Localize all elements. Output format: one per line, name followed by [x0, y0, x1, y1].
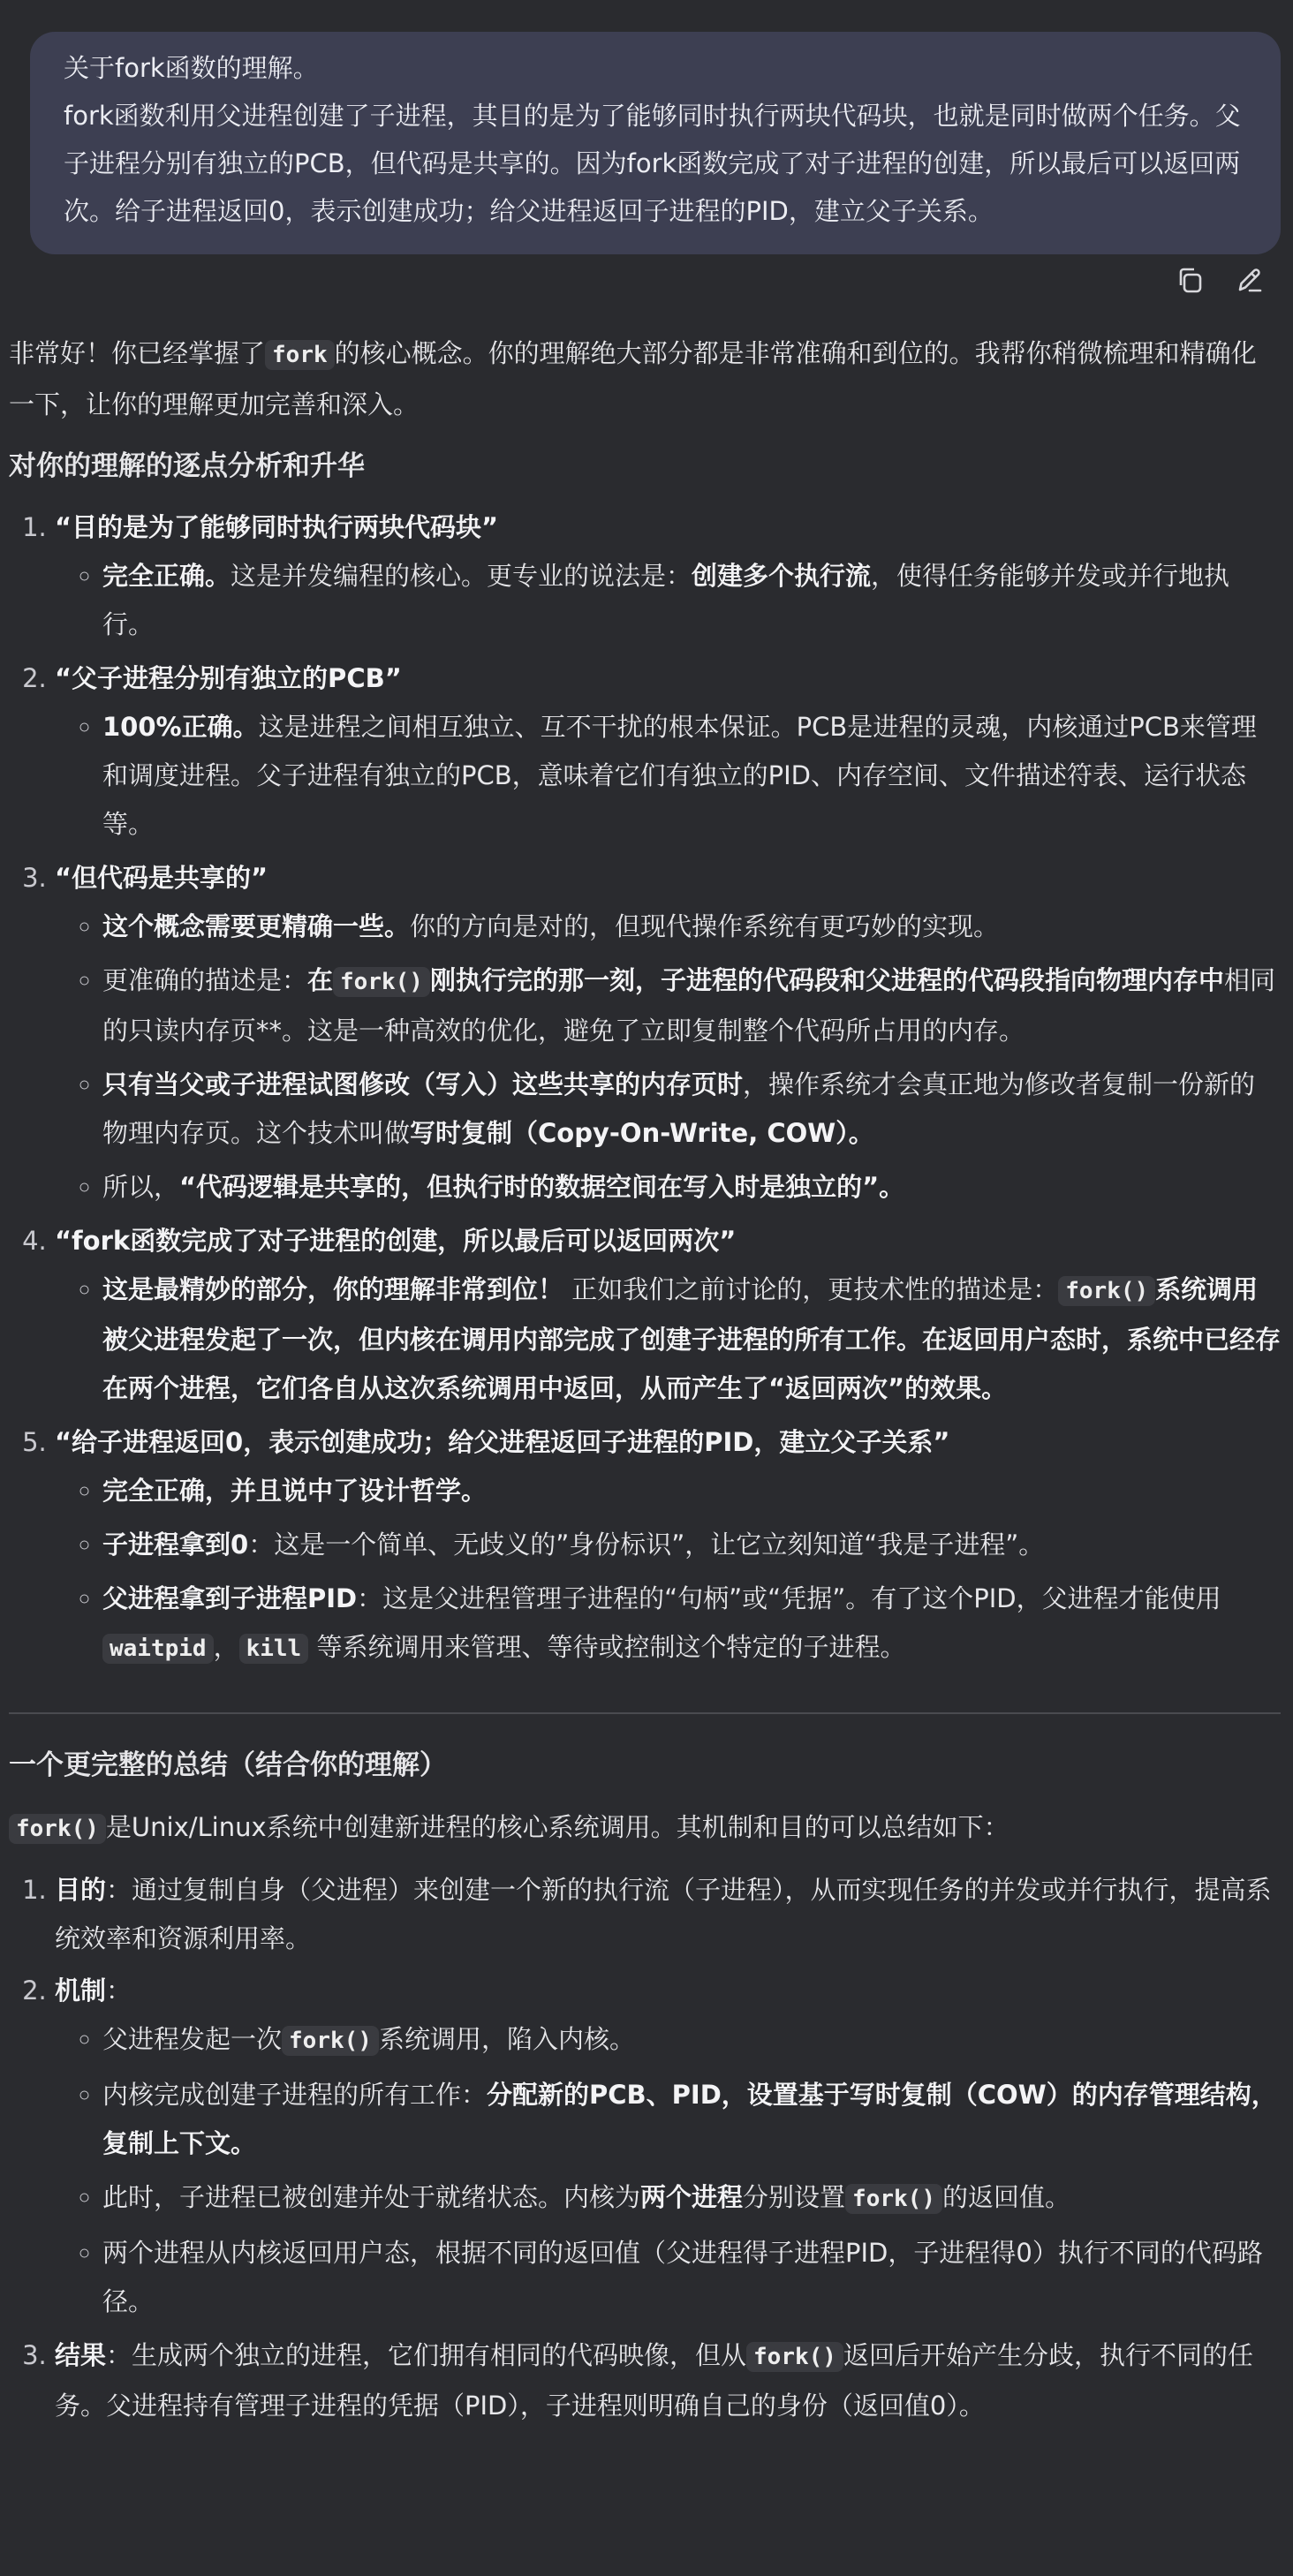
text: ：这是父进程管理子进程的“句柄”或“凭据”。有了这个PID，父进程才能使用 — [357, 1583, 1221, 1613]
bold-text: 这个概念需要更精确一些。 — [102, 911, 411, 941]
analysis-item-title: “目的是为了能够同时执行两块代码块” — [55, 512, 499, 542]
summary-point — [102, 2229, 1281, 2326]
user-message-body: fork函数利用父进程创建了子进程，其目的是为了能够同时执行两块代码块，也就是同时做两个任务。父子进程分别有独立的PCB，但代码是共享的。因为fork函数完成了对子进程的创建，所以最后可以返回两次。给子进程返回0，表示创建成功；给父进程返回子进程的PID，建立父子关系。 — [64, 101, 1241, 226]
text: 相同的只读内存页**。这是一种高效的优化，避免了立即复制整个代码所占用的内存。 — [102, 965, 1275, 1046]
text: ，使得任务能够并发或并行地执行。 — [102, 561, 1230, 639]
bold-text: 机制 — [55, 1975, 107, 2006]
inline-code: fork() — [845, 2184, 942, 2214]
text: 返回后开始产生分歧，执行不同的任务。父进程持有管理子进程的凭据（PID），子进程则明确自己的身份（返回值0）。 — [55, 2340, 1253, 2421]
section-heading-summary: 一个更完整的总结（结合你的理解） — [9, 1749, 447, 1781]
analysis-point — [102, 1521, 1281, 1569]
analysis-list — [9, 503, 1281, 1673]
inline-code: waitpid — [102, 1634, 214, 1664]
analysis-item-title: “但代码是共享的” — [55, 863, 268, 893]
summary-item-2 — [55, 1967, 1281, 2326]
answer-intro — [9, 329, 1281, 429]
bold-text: 两个进程 — [640, 2182, 744, 2212]
analysis-point — [102, 903, 1281, 951]
bold-text: 子进程拿到0 — [102, 1530, 249, 1560]
text: ，操作系统才会真正地为修改者复制一份新的物理内存页。这个技术叫做 — [102, 1069, 1256, 1148]
inline-code: fork() — [282, 2026, 379, 2056]
summary-point — [102, 2173, 1281, 2224]
analysis-point — [102, 1163, 1281, 1212]
summary-item-3 — [55, 2331, 1281, 2430]
text: 内核完成创建子进程的所有工作： — [102, 2080, 488, 2110]
summary-list — [9, 1866, 1281, 2430]
section-heading-analysis: 对你的理解的逐点分析和升华 — [9, 450, 365, 482]
analysis-sublist — [55, 703, 1281, 849]
analysis-point — [102, 1575, 1281, 1673]
text: ， — [213, 1632, 239, 1662]
analysis-sublist — [55, 1265, 1281, 1413]
analysis-item-title: “给子进程返回0，表示创建成功；给父进程返回子进程的PID，建立父子关系” — [55, 1427, 950, 1457]
text: 两个进程从内核返回用户态，根据不同的返回值（父进程得子进程PID，子进程得0）执行不同的代码路径。 — [102, 2238, 1263, 2316]
inline-code: fork() — [1058, 1276, 1155, 1306]
bold-text: 创建多个执行流 — [692, 561, 872, 591]
text: ：通过复制自身（父进程）来创建一个新的执行流（子进程），从而实现任务的并发或并行执行，提高系统效率和资源利用率。 — [55, 1875, 1272, 1953]
summary-point — [102, 2015, 1281, 2066]
edit-icon[interactable] — [1233, 263, 1267, 297]
text: 等系统调用来管理、等待或控制这个特定的子进程。 — [316, 1632, 906, 1662]
bold-text: 在 — [307, 965, 334, 995]
bold-text: 只有当父或子进程试图修改（写入）这些共享的内存页时 — [102, 1069, 744, 1099]
bold-text: 这是最精妙的部分，你的理解非常到位！ — [102, 1274, 564, 1304]
summary-item-1 — [55, 1866, 1281, 1963]
summary-intro — [9, 1802, 1281, 1854]
bold-text: 100%正确。 — [102, 712, 259, 742]
text: 是Unix/Linux系统中创建新进程的核心系统调用。其机制和目的可以总结如下： — [105, 1812, 1009, 1842]
text: 此时，子进程已被创建并处于就绪状态。内核为 — [102, 2182, 641, 2212]
text: 这是进程之间相互独立、互不干扰的根本保证。PCB是进程的灵魂，内核通过PCB来管理和调度进程。父子进程有独立的PCB，意味着它们有独立的PID、内存空间、文件描述符表、运行状态等。 — [102, 712, 1257, 839]
bold-text: 完全正确，并且说中了设计哲学。 — [102, 1476, 488, 1506]
divider — [9, 1712, 1281, 1714]
inline-code: fork() — [746, 2342, 843, 2372]
text: 正如我们之前讨论的，更技术性的描述是： — [563, 1274, 1059, 1304]
bold-text: 写时复制（Copy-On-Write, COW）。 — [410, 1118, 874, 1148]
bold-text: 完全正确。 — [102, 561, 231, 591]
bold-text: 结果 — [55, 2340, 107, 2370]
analysis-point — [102, 1061, 1281, 1158]
bold-text: 目的 — [55, 1875, 107, 1905]
text: ：生成两个独立的进程，它们拥有相同的代码映像，但从 — [106, 2340, 747, 2370]
bold-text: “代码逻辑是共享的，但执行时的数据空间在写入时是独立的”。 — [179, 1172, 905, 1202]
text: ：这是一个简单、无歧义的”身份标识”，让它立刻知道“我是子进程”。 — [248, 1530, 1045, 1560]
analysis-sublist — [55, 903, 1281, 1212]
analysis-item-4 — [55, 1217, 1281, 1413]
intro-text-b: 的核心概念。你的理解绝大部分都是非常准确和到位的。我帮你稍微梳理和精确化一下，让你的理解更加完善和深入。 — [9, 338, 1257, 419]
summary-point — [102, 2071, 1281, 2168]
bold-text: 分配新的PCB、PID，设置基于写时复制（COW）的内存管理结构，复制上下文。 — [102, 2080, 1277, 2158]
text: 这是并发编程的核心。更专业的说法是： — [231, 561, 692, 591]
analysis-point — [102, 956, 1281, 1055]
summary-sublist — [55, 2015, 1281, 2326]
bold-text: 系统调用被父进程发起了一次，但内核在调用内部完成了创建子进程的所有工作。在返回用户态时，系统中已经存在两个进程，它们各自从这次系统调用中返回，从而产生了“返回两次”的效果。 — [102, 1274, 1282, 1403]
text: ： — [106, 1975, 132, 2006]
inline-code: fork — [265, 340, 335, 370]
analysis-item-title: “fork函数完成了对子进程的创建，所以最后可以返回两次” — [55, 1226, 737, 1256]
message-actions — [1173, 263, 1267, 297]
analysis-sublist — [55, 552, 1281, 649]
inline-code: kill — [239, 1634, 309, 1664]
analysis-item-5 — [55, 1418, 1281, 1673]
bold-text: 父进程拿到子进程PID — [102, 1583, 358, 1613]
text: 你的方向是对的，但现代操作系统有更巧妙的实现。 — [410, 911, 1000, 941]
assistant-answer — [9, 329, 1281, 2434]
user-message-bubble — [30, 32, 1281, 254]
intro-text-a: 非常好！你已经掌握了 — [9, 338, 266, 368]
text: 的返回值。 — [941, 2182, 1070, 2212]
text: 更准确的描述是： — [102, 965, 308, 995]
user-message-title: 关于fork函数的理解。 — [64, 53, 319, 83]
analysis-item-1 — [55, 503, 1281, 649]
inline-code: fork() — [9, 1814, 106, 1844]
analysis-point — [102, 552, 1281, 649]
analysis-item-3 — [55, 854, 1281, 1212]
copy-icon[interactable] — [1173, 263, 1206, 297]
inline-code: fork() — [333, 967, 430, 997]
text: 父进程发起一次 — [102, 2024, 283, 2054]
analysis-point — [102, 1265, 1281, 1413]
text: 分别设置 — [743, 2182, 846, 2212]
analysis-point — [102, 1467, 1281, 1515]
bold-text: 刚执行完的那一刻，子进程的代码段和父进程的代码段指向物理内存中 — [429, 965, 1224, 995]
analysis-item-title: “父子进程分别有独立的PCB” — [55, 663, 402, 693]
analysis-item-2 — [55, 654, 1281, 849]
analysis-sublist — [55, 1467, 1281, 1673]
analysis-point — [102, 703, 1281, 849]
text: 所以， — [102, 1172, 180, 1202]
text: 系统调用，陷入内核。 — [378, 2024, 635, 2054]
